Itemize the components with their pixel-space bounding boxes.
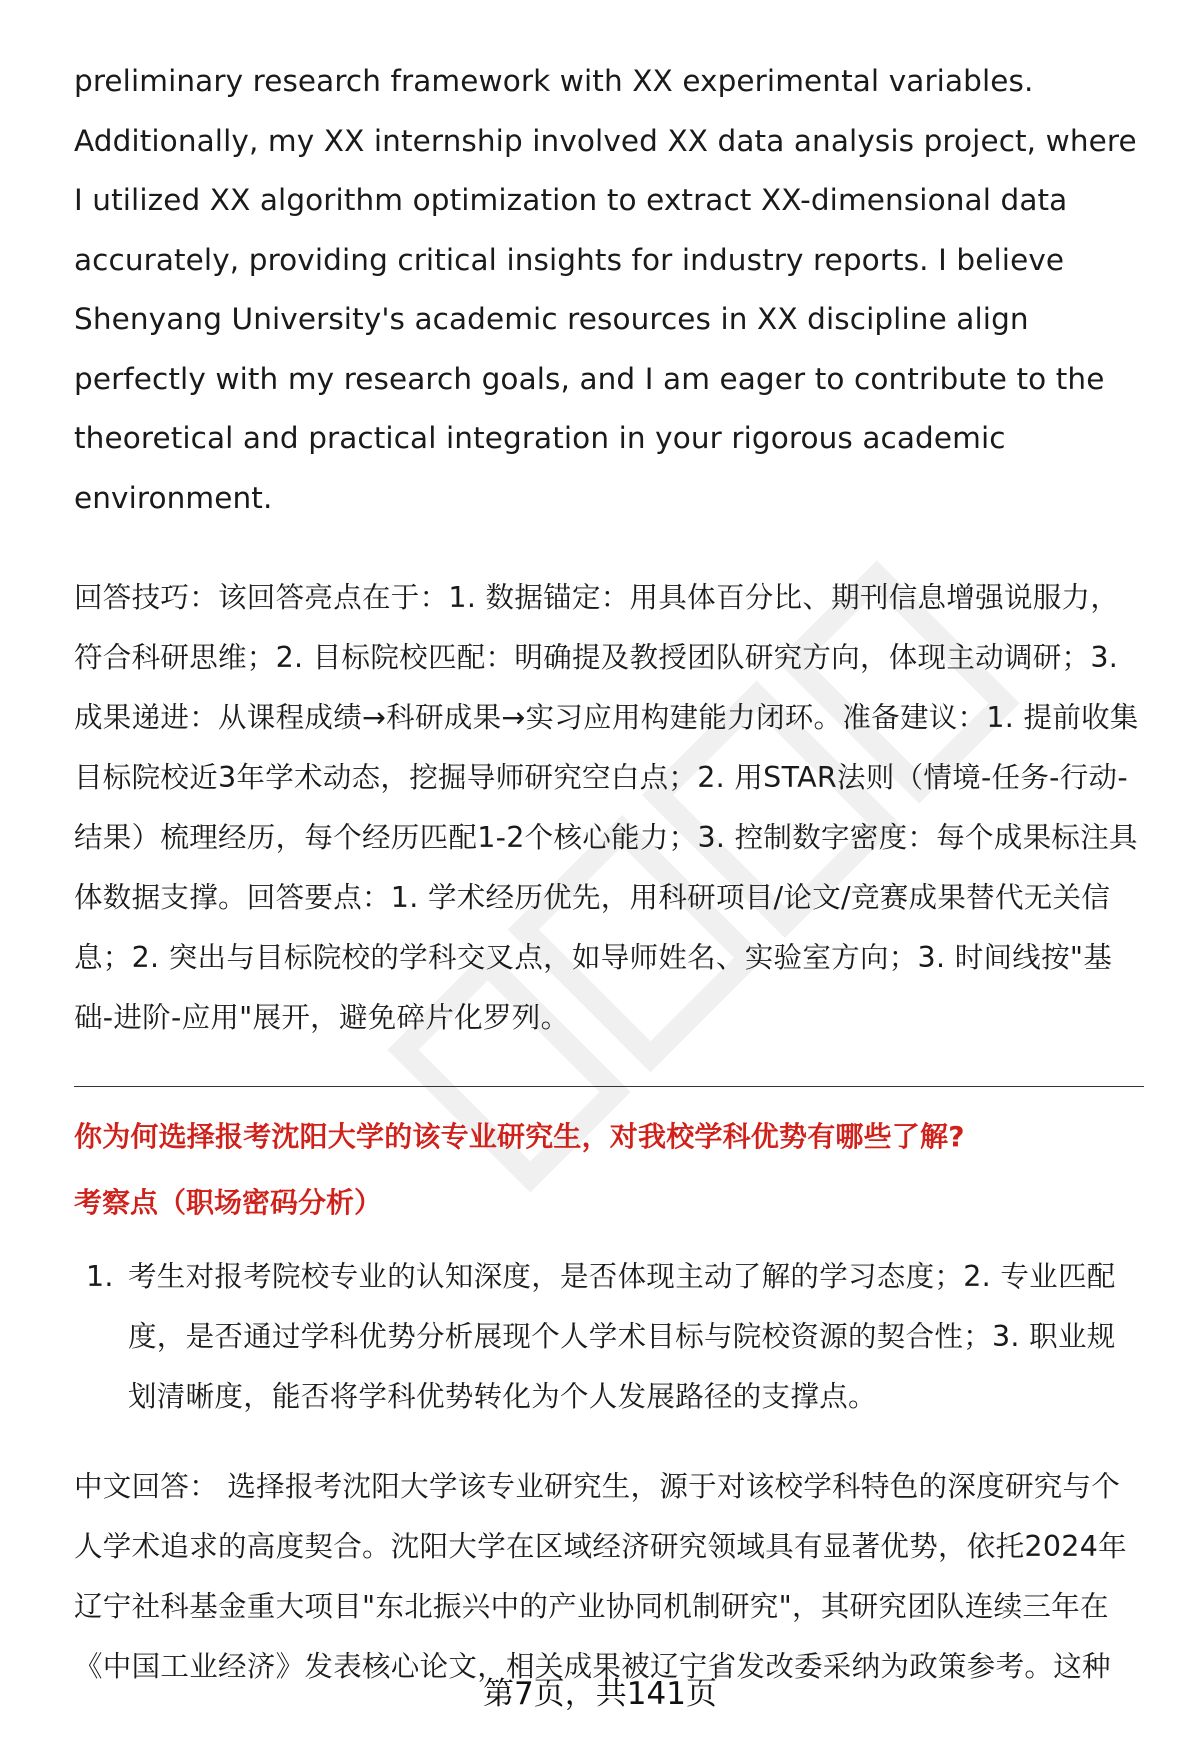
list-item — [74, 1247, 1144, 1427]
answer-tips-paragraph: 回答技巧：该回答亮点在于：1. 数据锚定：用具体百分比、期刊信息增强说服力，符合科研思维；2. 目标院校匹配：明确提及教授团队研究方向，体现主动调研；3. 成果递进：从课程成绩→科研成果→实习应用构建能力闭环。准备建议：1. 提前收集目标院校近3年学术动态，挖掘导师研究空白点；2. 用STAR法则（情境-任务-行动-结果）梳理经历，每个经历匹配1-2个核心能力；3. 控制数字密度：每个成果标注具体数据支撑。回答要点：1. 学术经历优先，用科研项目/论文/竞赛成果替代无关信息；2. 突出与目标院校的学科交叉点，如导师姓名、实验室方向；3. 时间线按"基础-进阶-应用"展开，避免碎片化罗列。 — [74, 581, 1139, 1034]
assessment-points-heading: 考察点（职场密码分析） — [74, 1186, 383, 1219]
document-content — [74, 52, 1144, 1697]
list-item-text: 考生对报考院校专业的认知深度，是否体现主动了解的学习态度；2. 专业匹配度，是否通过学科优势分析展现个人学术目标与院校资源的契合性；3. 职业规划清晰度，能否将学科优势转化为个人发展路径的支撑点。 — [128, 1260, 1116, 1413]
interview-question-heading: 你为何选择报考沈阳大学的该专业研究生，对我校学科优势有哪些了解? — [74, 1120, 965, 1153]
chinese-answer-paragraph: 中文回答： 选择报考沈阳大学该专业研究生，源于对该校学科特色的深度研究与个人学术追求的高度契合。沈阳大学在区域经济研究领域具有显著优势，依托2024年辽宁社科基金重大项目"东北振兴中的产业协同机制研究"，其研究团队连续三年在《中国工业经济》发表核心论文，相关成果被辽宁省发改委采纳为政策参考。这种 — [74, 1470, 1127, 1683]
english-answer-paragraph: preliminary research framework with XX experimental variables. Additionally, my XX internship involved XX data analysis project, where I utilized XX algorithm optimization to extract XX-dimensional data accurately, providing critical insights for industry reports. I believe Shenyang University's academic resources in XX discipline align perfectly with my research goals, and I am eager to contribute to the theoretical and practical integration in your rigorous academic environment. — [74, 64, 1137, 515]
page-number-footer: 第7页，共141页 — [483, 1676, 717, 1712]
assessment-points-list — [74, 1247, 1144, 1427]
list-item-number: 1. — [86, 1260, 114, 1293]
section-divider — [74, 1086, 1144, 1087]
